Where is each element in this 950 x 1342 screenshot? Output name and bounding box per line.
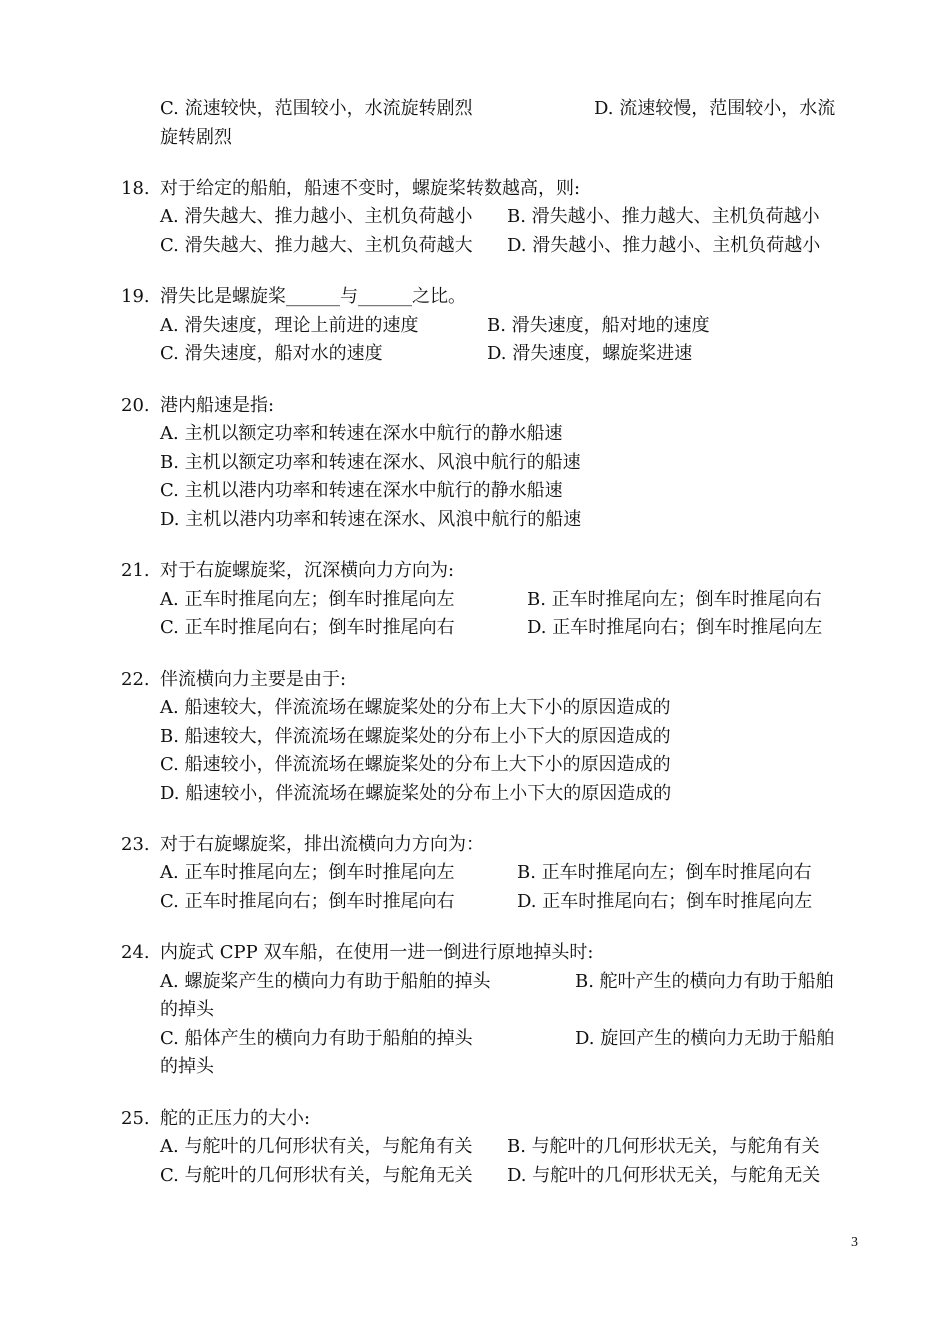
option-c: C. 流速较快，范围较小，水流旋转剧烈 [160, 98, 473, 119]
option-b: B. 正车时推尾向左；倒车时推尾向右 [517, 862, 812, 883]
question-stem: 舵的正压力的大小: [160, 1108, 311, 1129]
option-a: A. 与舵叶的几何形状有关，与舵角有关 [160, 1136, 473, 1157]
option-a: A. 正车时推尾向左；倒车时推尾向左 [160, 862, 455, 883]
option-d: D. 船速较小，伴流流场在螺旋桨处的分布上小下大的原因造成的 [160, 783, 672, 804]
option-d: D. 旋回产生的横向力无助于船舶 [575, 1028, 835, 1049]
option-a: A. 螺旋桨产生的横向力有助于船舶的掉头 [160, 971, 491, 992]
option-a: A. 滑失越大、推力越小、主机负荷越小 [160, 206, 473, 227]
question-number: 20. [121, 395, 150, 416]
option-d: D. 正车时推尾向右；倒车时推尾向左 [527, 617, 823, 638]
question-number: 22. [121, 669, 150, 690]
question-number: 23. [121, 834, 150, 855]
option-a: A. 滑失速度，理论上前进的速度 [160, 315, 419, 336]
option-d: D. 正车时推尾向右；倒车时推尾向左 [517, 891, 813, 912]
option-d: D. 主机以港内功率和转速在深水、风浪中航行的船速 [160, 509, 582, 530]
question-stem: 内旋式 CPP 双车船，在使用一进一倒进行原地掉头时: [160, 942, 594, 963]
option-c: C. 滑失速度，船对水的速度 [160, 343, 383, 364]
option-c: C. 主机以港内功率和转速在深水中航行的静水船速 [160, 480, 563, 501]
option-b-wrap: 的掉头 [160, 999, 214, 1020]
option-d: D. 与舵叶的几何形状无关，与舵角无关 [507, 1165, 821, 1186]
option-c: C. 正车时推尾向右；倒车时推尾向右 [160, 617, 455, 638]
option-a: A. 正车时推尾向左；倒车时推尾向左 [160, 589, 455, 610]
question-number: 25. [121, 1108, 150, 1129]
option-c: C. 船速较小，伴流流场在螺旋桨处的分布上大下小的原因造成的 [160, 754, 671, 775]
option-d-wrap: 的掉头 [160, 1056, 214, 1077]
option-a: A. 主机以额定功率和转速在深水中航行的静水船速 [160, 423, 563, 444]
option-b: B. 主机以额定功率和转速在深水、风浪中航行的船速 [160, 452, 581, 473]
option-d: D. 滑失越小、推力越小、主机负荷越小 [507, 235, 821, 256]
question-stem: 对于右旋螺旋桨，排出流横向力方向为： [160, 834, 484, 855]
question-stem: 滑失比是螺旋桨______与______之比。 [160, 286, 466, 307]
option-d-wrap: 旋转剧烈 [160, 127, 232, 148]
option-d: D. 流速较慢，范围较小，水流 [594, 98, 836, 119]
option-b: B. 与舵叶的几何形状无关，与舵角有关 [507, 1136, 820, 1157]
question-stem: 对于给定的船舶，船速不变时，螺旋桨转数越高，则: [160, 178, 581, 199]
question-number: 24. [121, 942, 150, 963]
option-b: B. 滑失越小、推力越大、主机负荷越小 [507, 206, 820, 227]
option-b: B. 舵叶产生的横向力有助于船舶 [575, 971, 834, 992]
option-c: C. 正车时推尾向右；倒车时推尾向右 [160, 891, 455, 912]
option-b: B. 滑失速度，船对地的速度 [487, 315, 710, 336]
question-number: 18. [121, 178, 150, 199]
option-c: C. 船体产生的横向力有助于船舶的掉头 [160, 1028, 473, 1049]
question-stem: 对于右旋螺旋桨，沉深横向力方向为: [160, 560, 455, 581]
option-d: D. 滑失速度，螺旋桨进速 [487, 343, 693, 364]
option-a: A. 船速较大，伴流流场在螺旋桨处的分布上大下小的原因造成的 [160, 697, 671, 718]
page-number: 3 [851, 1235, 858, 1250]
question-number: 21. [121, 560, 150, 581]
question-stem: 港内船速是指: [160, 395, 275, 416]
option-b: B. 船速较大，伴流流场在螺旋桨处的分布上小下大的原因造成的 [160, 726, 671, 747]
option-c: C. 滑失越大、推力越大、主机负荷越大 [160, 235, 473, 256]
option-c: C. 与舵叶的几何形状有关，与舵角无关 [160, 1165, 473, 1186]
option-b: B. 正车时推尾向左；倒车时推尾向右 [527, 589, 822, 610]
question-stem: 伴流横向力主要是由于: [160, 669, 347, 690]
question-number: 19. [121, 286, 150, 307]
